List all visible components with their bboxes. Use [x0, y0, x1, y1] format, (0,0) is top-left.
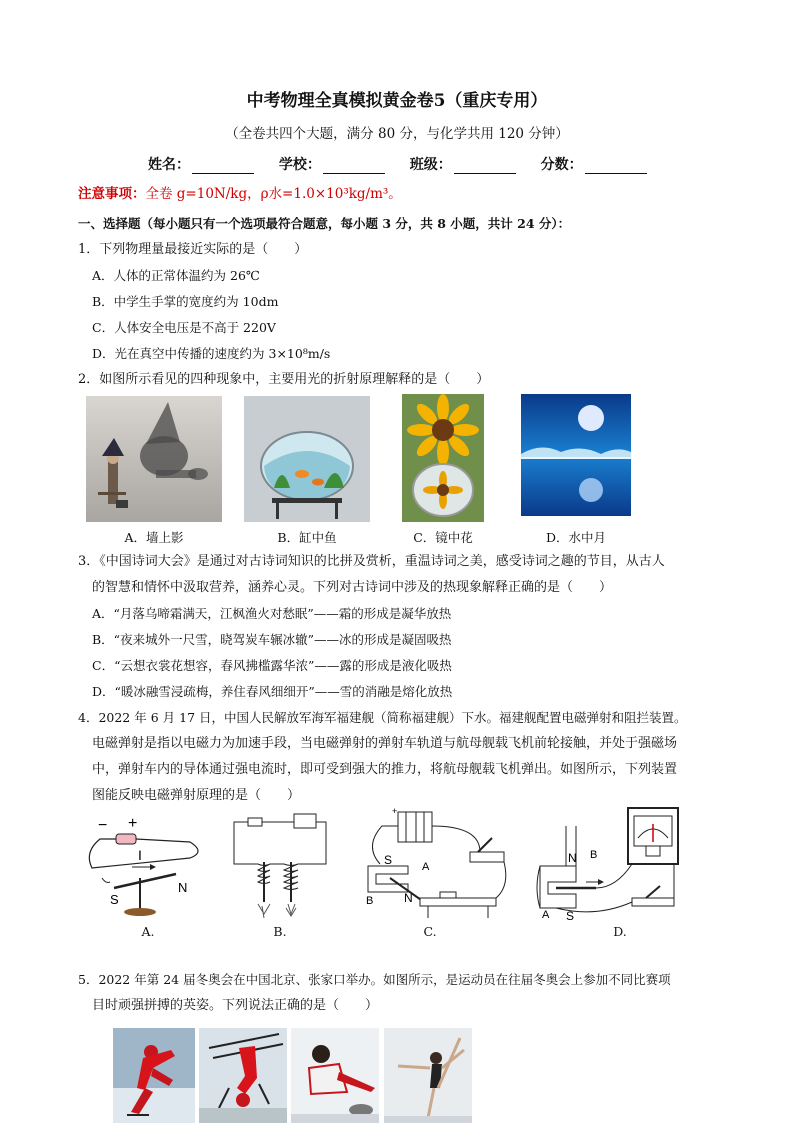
q2-caption-b: B．缸中鱼	[277, 530, 337, 545]
induction-diagram	[536, 806, 686, 922]
figure-skater-photo	[384, 1028, 472, 1123]
aerial-skier-photo	[199, 1028, 287, 1123]
q4-stem-line4: 图能反映电磁弹射原理的是（ ）	[92, 788, 301, 803]
fishbowl-photo	[244, 396, 370, 522]
score-blank[interactable]	[585, 159, 647, 174]
speed-skater-photo	[113, 1028, 195, 1123]
class-blank[interactable]	[454, 159, 516, 174]
score-label: 分数：	[540, 157, 583, 173]
moon-reflection-photo	[521, 394, 631, 516]
name-blank[interactable]	[192, 159, 254, 174]
south-pole-label: S	[110, 892, 119, 907]
q1-option-b: B．中学生手掌的宽度约为 10dm	[92, 294, 279, 309]
section-heading: 一、选择题（每小题只有一个选项最符合题意，每小题 3 分，共 8 小题，共计 24 分）：	[78, 216, 571, 231]
point-a-c: A	[422, 861, 430, 873]
q2-caption-d: D．水中月	[545, 530, 607, 545]
notice	[78, 182, 402, 202]
q2-caption-a: A．墙上影	[124, 530, 184, 545]
student-info-line	[148, 154, 667, 174]
south-pole-c: S	[384, 853, 393, 867]
q4-stem-line2: 电磁弹射是指以电磁力为加速手段，当电磁弹射的弹射车轨道与航母舰载飞机前轮接触，并处于强磁场	[92, 736, 678, 751]
q4-caption-a: A.	[141, 924, 155, 939]
q3-option-d: D．“暖冰融雪浸疏梅，养住春风细细开”——雪的消融是熔化放热	[92, 684, 453, 699]
point-b-d: B	[590, 849, 598, 861]
notice-text: 全卷 g=10N/kg，ρ水=1.0×10³kg/m³。	[145, 186, 402, 202]
q1-stem: 1．下列物理量最接近实际的是（ ）	[78, 242, 308, 257]
q4-stem-line3: 中，弹射车内的导体通过强电流时，即可受到强大的推力，将航母舰载飞机弹出。如图所示，下列装置	[92, 762, 678, 777]
q4-caption-c: C.	[423, 924, 437, 939]
page-title: 中考物理全真模拟黄金卷5（重庆专用）	[246, 91, 548, 111]
q4-caption-d: D.	[613, 924, 627, 939]
north-pole-label: N	[178, 880, 188, 895]
school-label: 学校：	[278, 157, 321, 173]
q5-stem-line1: 5．2022 年第 24 届冬奥会在中国北京、张家口举办。如图所示，是运动员在往届冬奥会上参加不同比赛项	[78, 972, 671, 987]
shadow-photo	[86, 396, 222, 522]
q4-stem-line1: 4．2022 年 6 月 17 日，中国人民解放军海军福建舰（简称福建舰）下水。福建舰配置电磁弹射和阻拦装置。	[78, 710, 687, 725]
name-label: 姓名：	[148, 157, 190, 173]
q4-caption-b: B.	[273, 924, 287, 939]
notice-label: 注意事项：	[78, 186, 146, 202]
battery-minus-label: −	[98, 817, 108, 834]
q2-stem: 2．如图所示看见的四种现象中，主要用光的折射原理解释的是（ ）	[78, 372, 490, 387]
north-pole-c: N	[404, 891, 413, 905]
class-label: 班级：	[409, 157, 452, 173]
q3-stem-line2: 的智慧和情怀中汲取营养，涵养心灵。下列对古诗词中涉及的热现象解释正确的是（ ）	[92, 580, 613, 595]
q5-stem-line2: 目时顽强拼搏的英姿。下列说法正确的是（ ）	[92, 998, 379, 1013]
q3-option-a: A．“月落乌啼霜满天，江枫渔火对愁眠”——霜的形成是凝华放热	[92, 606, 452, 621]
south-pole-d: S	[566, 909, 575, 922]
current-label: I	[138, 847, 142, 863]
point-b-c: B	[366, 895, 374, 907]
north-pole-d: N	[568, 851, 577, 865]
q2-caption-c: C．镜中花	[413, 530, 473, 545]
q1-option-a: A．人体的正常体温约为 26℃	[92, 268, 260, 283]
q1-option-d: D．光在真空中传播的速度约为 3×10⁸m/s	[92, 346, 331, 361]
electromagnet-diagram	[228, 812, 330, 922]
q1-option-c: C．人体安全电压是不高于 220V	[92, 320, 276, 335]
curling-photo	[291, 1028, 379, 1123]
battery-plus-c: +	[392, 806, 398, 816]
exam-info: （全卷共四个大题，满分 80 分，与化学共用 120 分钟）	[225, 126, 569, 142]
motor-principle-diagram	[360, 806, 510, 922]
mirror-flower-photo	[402, 394, 484, 522]
q3-option-b: B．“夜来城外一尺雪，晓驾炭车辗冰辙”——冰的形成是凝固吸热	[92, 632, 452, 647]
q3-option-c: C．“云想衣裳花想容，春风拂槛露华浓”——露的形成是液化吸热	[92, 658, 452, 673]
point-a-d: A	[542, 909, 550, 921]
oersted-diagram	[80, 812, 210, 922]
school-blank[interactable]	[323, 159, 385, 174]
battery-icon	[116, 834, 136, 844]
battery-plus-label: +	[128, 815, 138, 832]
compass-needle	[114, 874, 176, 888]
q3-stem-line1: 3．《中国诗词大会》是通过对古诗词知识的比拼及赏析，重温诗词之美，感受诗词之趣的节目，从古人	[78, 554, 665, 569]
